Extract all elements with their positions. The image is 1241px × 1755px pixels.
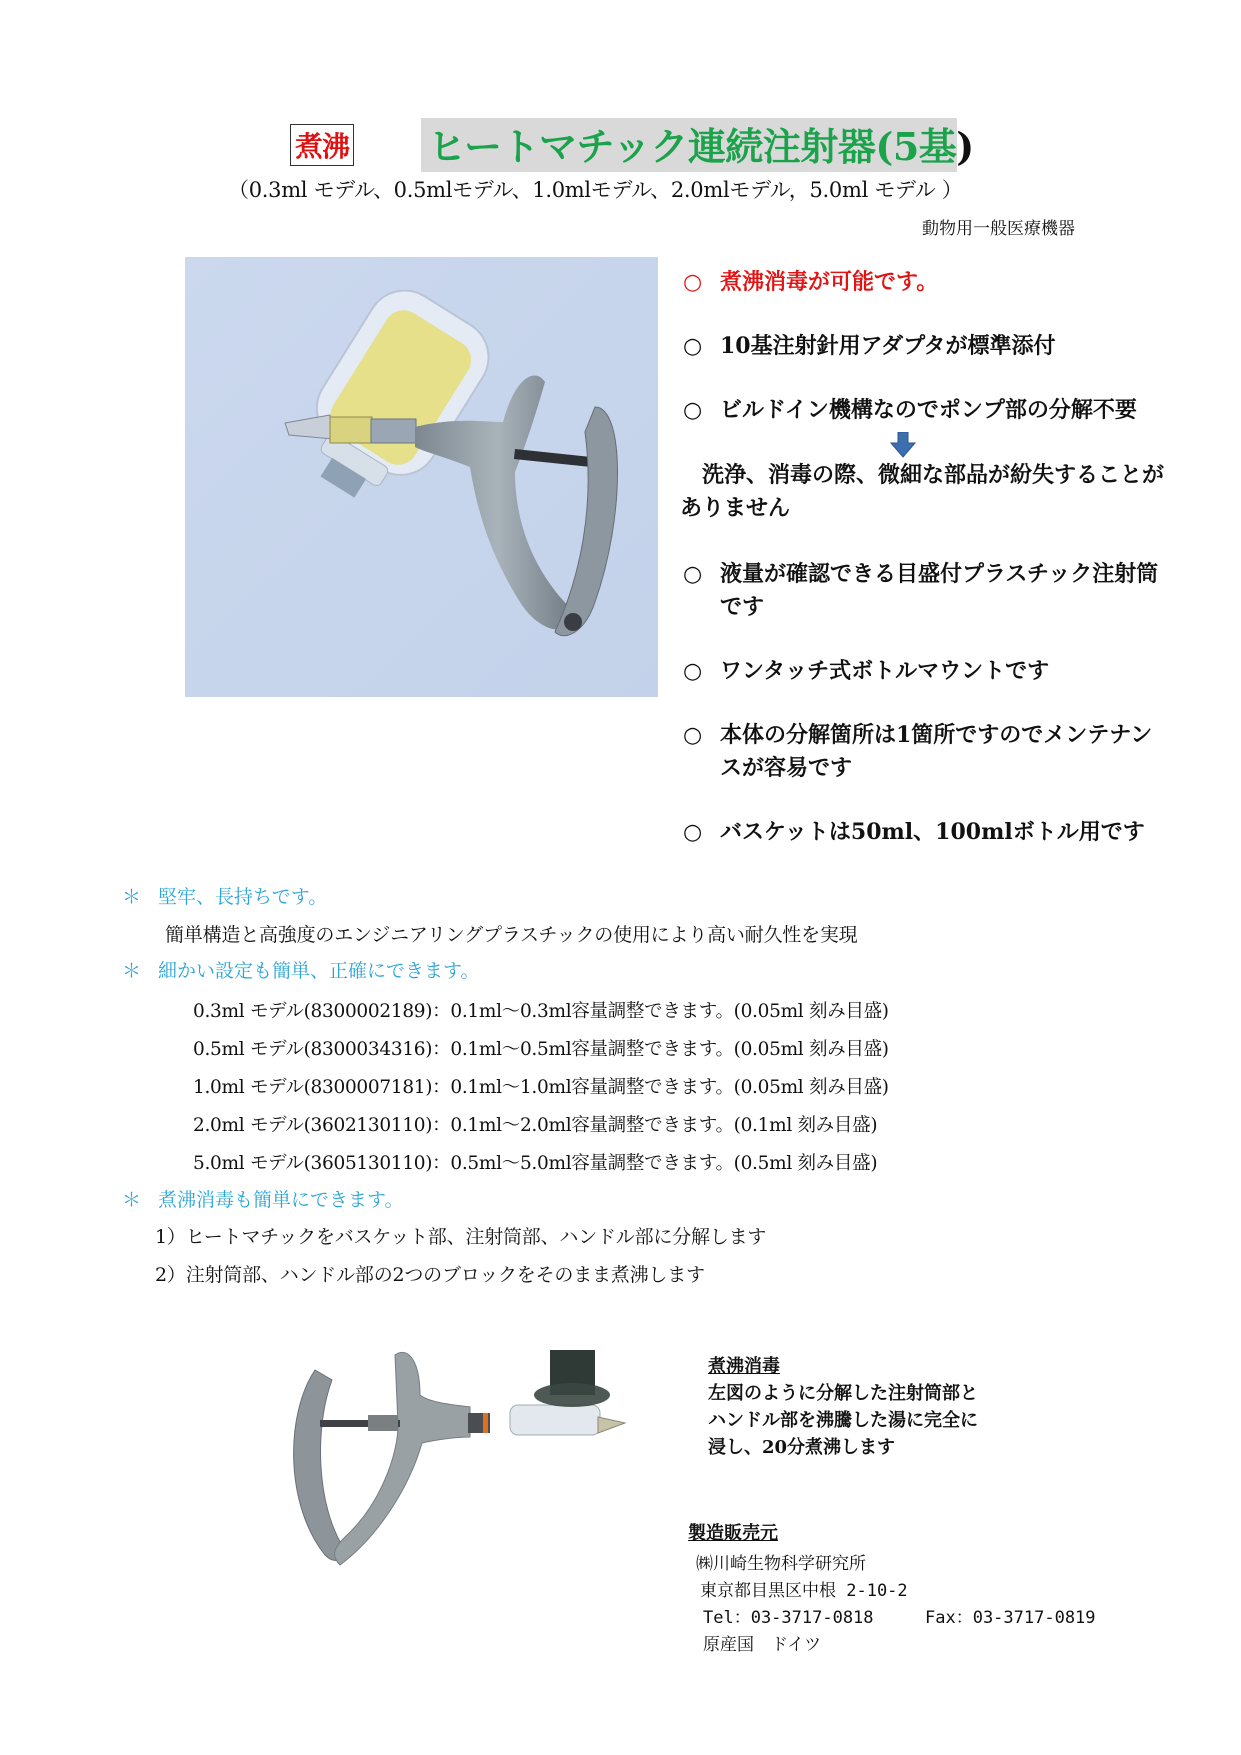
section-heading-durability: ＊ 堅牢、長持ちです。 xyxy=(122,882,327,909)
boiling-step: 2）注射筒部、ハンドル部の2つのブロックをそのまま煮沸します xyxy=(155,1264,705,1286)
feature-sub-note: 洗浄、消毒の際、微細な部品が紛失することがありません xyxy=(680,462,1165,521)
circle-bullet-icon: ○ xyxy=(683,562,703,587)
boil-note-line: 浸し、20分煮沸します xyxy=(708,1437,896,1458)
asterisk-icon: ＊ xyxy=(122,886,142,908)
feature-item: ○ 10基注射針用アダプタが標準添付 xyxy=(683,330,1163,363)
model-spec-line: 5.0ml モデル(3605130110)：0.5ml～5.0ml容量調整できます。(0.5ml 刻み目盛) xyxy=(193,1153,878,1174)
maker-heading: 製造販売元 xyxy=(688,1523,778,1544)
disassembled-syringe-photo xyxy=(270,1325,650,1595)
maker-origin: 原産国 ドイツ xyxy=(703,1635,822,1655)
boiling-step: 1）ヒートマチックをバスケット部、注射筒部、ハンドル部に分解します xyxy=(155,1226,767,1248)
model-spec-line: 1.0ml モデル(8300007181)：0.1ml～1.0ml容量調整できます。(0.05ml 刻み目盛) xyxy=(193,1077,889,1098)
syringe-with-bottle-photo xyxy=(185,257,658,697)
arrow-down-icon xyxy=(890,432,916,458)
feature-item: ○ ワンタッチ式ボトルマウントです xyxy=(683,655,1163,688)
asterisk-icon: ＊ xyxy=(122,960,142,982)
boil-note-line: ハンドル部を沸騰した湯に完全に xyxy=(708,1410,978,1431)
model-spec-line: 0.5ml モデル(8300034316)：0.1ml～0.5ml容量調整できます。(0.05ml 刻み目盛) xyxy=(193,1039,889,1060)
boil-note-heading: 煮沸消毒 xyxy=(708,1356,780,1377)
boil-badge: 煮沸 xyxy=(290,124,354,166)
device-category: 動物用一般医療機器 xyxy=(922,219,1075,239)
model-spec-line: 0.3ml モデル(8300002189)：0.1ml～0.3ml容量調整できます。(0.05ml 刻み目盛) xyxy=(193,1001,889,1022)
feature-item: ○ 本体の分解箇所は1箇所ですのでメンテナンスが容易です xyxy=(683,719,1163,785)
boil-note-line: 左図のように分解した注射筒部と xyxy=(708,1383,978,1404)
feature-item: ○ 液量が確認できる目盛付プラスチック注射筒です xyxy=(683,558,1163,624)
syringe-illustration-icon xyxy=(185,257,658,697)
feature-item: ○ 煮沸消毒が可能です。 xyxy=(683,266,1163,299)
disassembled-syringe-icon xyxy=(270,1325,650,1595)
model-spec-line: 2.0ml モデル(3602130110)：0.1ml～2.0ml容量調整できます。(0.1ml 刻み目盛) xyxy=(193,1115,878,1136)
circle-bullet-icon: ○ xyxy=(683,659,703,684)
circle-bullet-icon: ○ xyxy=(683,820,703,845)
maker-fax: Fax：03-3717-0819 xyxy=(925,1608,1096,1628)
circle-bullet-icon: ○ xyxy=(683,334,703,359)
maker-address: 東京都目黒区中根 2-10-2 xyxy=(700,1581,908,1601)
page-title xyxy=(428,116,974,171)
circle-bullet-icon: ○ xyxy=(683,398,703,423)
title-main: ヒートマチック連続注射器(5基 xyxy=(428,124,957,169)
asterisk-icon: ＊ xyxy=(122,1189,142,1211)
models-subtitle: （0.3ml モデル、0.5mlモデル、1.0mlモデル、2.0mlモデル，5.0ml モデル ） xyxy=(228,178,963,202)
maker-tel: Tel：03-3717-0818 xyxy=(703,1608,874,1628)
feature-item: ○ ビルドイン機構なのでポンプ部の分解不要 xyxy=(683,394,1163,427)
title-close-paren: ) xyxy=(956,124,974,169)
circle-bullet-icon: ○ xyxy=(683,270,703,295)
circle-bullet-icon: ○ xyxy=(683,723,703,748)
maker-company: ㈱川崎生物科学研究所 xyxy=(696,1554,866,1574)
section-text: 簡単構造と高強度のエンジニアリングプラスチックの使用により高い耐久性を実現 xyxy=(165,924,858,946)
section-heading-settings: ＊ 細かい設定も簡単、正確にできます。 xyxy=(122,956,479,983)
section-heading-boiling: ＊ 煮沸消毒も簡単にできます。 xyxy=(122,1185,403,1212)
feature-item: ○ バスケットは50ml、100mlボトル用です xyxy=(683,816,1163,849)
